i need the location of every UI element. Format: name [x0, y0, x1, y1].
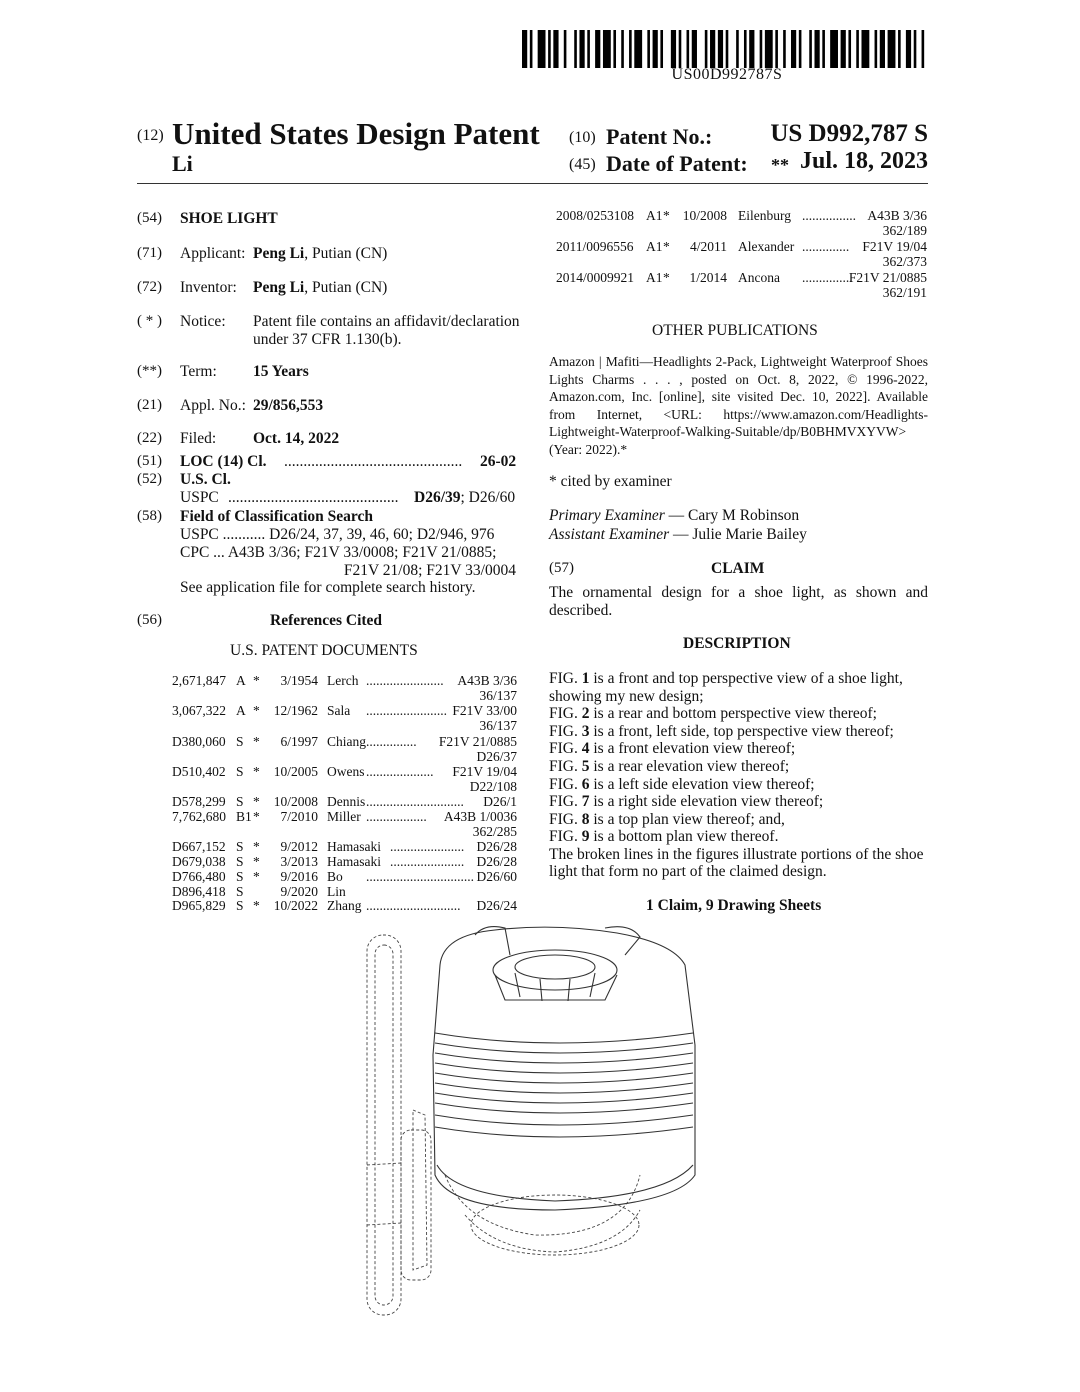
inventor-place: , Putian (CN)	[304, 279, 388, 296]
barcode-bar	[898, 30, 901, 68]
broken-lines-note-1: The broken lines in the figures illustrate portions of the shoe	[549, 846, 924, 863]
field-label: Field of Classification Search	[180, 508, 374, 525]
barcode-bar	[880, 30, 885, 68]
code-57: (57)	[549, 560, 574, 576]
barcode-bar	[603, 30, 611, 68]
notice-line-2: under 37 CFR 1.130(b).	[253, 331, 402, 348]
code-term: (**)	[137, 363, 162, 379]
term-extension-mark: **	[771, 155, 789, 175]
ref-class: F21V 21/0885	[438, 734, 517, 749]
ref-kind: A1	[646, 239, 663, 254]
ref-date: 6/1997	[280, 734, 318, 749]
barcode-bar	[906, 30, 911, 68]
ref-star: *	[663, 270, 670, 285]
ref-name: Chiang	[327, 734, 366, 749]
ref-class: F21V 19/04	[862, 239, 927, 254]
code-56: (56)	[137, 612, 162, 628]
barcode-bar	[765, 30, 773, 68]
figure-description	[549, 776, 815, 794]
claims-sheets-summary: 1 Claim, 9 Drawing Sheets	[646, 897, 822, 914]
figure-description	[549, 723, 894, 741]
figure-description	[549, 688, 704, 706]
ref-dots: .............................	[366, 794, 464, 809]
uscl-uspc: USPC	[180, 489, 219, 506]
barcode-bar	[530, 30, 533, 68]
term-label: Term:	[180, 363, 217, 380]
other-publication-line: Amazon.com, Inc. [online], site visited Dec. 10, 2022]. Available	[549, 389, 928, 404]
ref-class-secondary: 362/191	[882, 285, 927, 300]
barcode-bar	[634, 30, 642, 68]
ref-class: D26/60	[476, 869, 517, 884]
barcode-bar	[710, 30, 715, 68]
barcode-bar	[749, 30, 754, 68]
ref-number: D510,402	[172, 764, 226, 779]
assistant-examiner-label: Assistant Examiner	[549, 526, 670, 543]
ref-dots: ............................	[366, 898, 461, 913]
ref-class: A43B 1/0036	[443, 809, 517, 824]
ref-number: D380,060	[172, 734, 226, 749]
ref-number: D667,152	[172, 839, 226, 854]
cited-by-examiner: * cited by examiner	[549, 473, 672, 490]
ref-name: Eilenburg	[738, 208, 791, 223]
code-notice: ( * )	[137, 313, 162, 329]
ref-star: *	[253, 764, 260, 779]
barcode	[522, 30, 932, 68]
ref-class: D26/28	[476, 854, 517, 869]
appl-label: Appl. No.:	[180, 397, 246, 414]
filed-label: Filed:	[180, 430, 217, 447]
other-publication-line: from Internet, <URL: https://www.amazon.com/Headlights-	[549, 406, 928, 422]
ref-dots: ....................	[366, 764, 434, 779]
barcode-bar	[760, 30, 763, 68]
ref-dots: ........................	[366, 703, 447, 718]
figure-number: 9	[581, 828, 590, 846]
barcode-bar	[579, 30, 584, 68]
field-uspc: USPC ........... D26/24, 37, 39, 46, 60; D2/946, 976	[180, 526, 495, 543]
figure-description	[549, 758, 789, 776]
figure-text: is a left side elevation view thereof;	[589, 775, 815, 793]
figure-number: 8	[581, 810, 590, 828]
barcode-bar	[726, 30, 729, 68]
barcode-bar	[848, 30, 851, 68]
figure-description	[549, 793, 823, 811]
figure-description	[549, 828, 778, 846]
barcode-bar	[687, 30, 690, 68]
barcode-bar	[822, 30, 825, 68]
barcode-bar	[553, 30, 558, 68]
ref-kind: B1	[236, 809, 252, 824]
figure-description	[549, 705, 877, 723]
figure-text: showing my new design;	[549, 687, 704, 705]
applicant-value	[253, 245, 387, 263]
uscl-secondary: ; D26/60	[460, 489, 516, 506]
barcode-bar	[718, 30, 723, 68]
figure-text: FIG.	[549, 740, 582, 758]
patent-date: Jul. 18, 2023	[799, 148, 928, 174]
ref-class-secondary: 362/285	[472, 824, 517, 839]
code-22: (22)	[137, 430, 162, 446]
barcode-bar	[861, 30, 869, 68]
code-71: (71)	[137, 245, 162, 261]
figure-text: FIG.	[549, 810, 582, 828]
other-publication-line: Lights Charms . . . , posted on Oct. 8, 2022, © 1996-2022,	[549, 371, 928, 387]
ref-date: 7/2010	[280, 809, 318, 824]
other-publication-line: Amazon | Mafiti—Headlights 2-Pack, Lightweight Waterproof Shoes	[549, 354, 928, 369]
barcode-bar	[522, 30, 527, 68]
date-label: Date of Patent:	[606, 151, 748, 176]
ref-number: D679,038	[172, 854, 226, 869]
code-58: (58)	[137, 508, 162, 524]
ref-number: 2014/0009921	[556, 270, 635, 285]
invention-title: SHOE LIGHT	[180, 210, 278, 227]
ref-kind: A1	[646, 208, 663, 223]
barcode-number: US00D992787S	[671, 66, 783, 83]
ref-number: 7,762,680	[172, 809, 226, 824]
other-publication-line: (Year: 2022).*	[549, 441, 628, 457]
barcode-bar	[888, 30, 896, 68]
ref-name: Lin	[327, 884, 346, 899]
applicant-label: Applicant:	[180, 245, 246, 262]
code-10: (10)	[569, 129, 596, 146]
figure-text: is a rear elevation view thereof;	[589, 758, 790, 775]
barcode-bar	[660, 30, 663, 68]
figure-text: is a front and top perspective view of a shoe light,	[589, 670, 903, 687]
ref-class: D26/24	[476, 898, 517, 913]
ref-class-secondary: 36/137	[479, 688, 517, 703]
barcode-bar	[679, 30, 682, 68]
notice-label: Notice:	[180, 313, 226, 330]
figure-number: 3	[581, 722, 590, 740]
ref-number: D766,480	[172, 869, 226, 884]
figure-text: is a top plan view thereof; and,	[589, 810, 785, 828]
ref-dots: ......................	[390, 839, 465, 854]
applicant-place: , Putian (CN)	[304, 245, 388, 262]
primary-examiner-label: Primary Examiner	[549, 507, 665, 524]
applicant-name: Peng Li	[253, 245, 305, 262]
figure-text: FIG.	[549, 705, 582, 723]
figure-text: is a front elevation view thereof;	[589, 740, 796, 758]
ref-kind: A	[236, 673, 246, 688]
barcode-bar	[587, 30, 590, 68]
ref-class-secondary: 362/373	[882, 254, 927, 269]
ref-dots: ..............	[802, 239, 850, 254]
ref-kind: A	[236, 703, 246, 718]
us-patent-docs-heading: U.S. PATENT DOCUMENTS	[230, 642, 418, 659]
ref-star: *	[253, 673, 260, 688]
figure-text: FIG.	[549, 828, 582, 846]
figure-text: FIG.	[549, 793, 582, 811]
barcode-bar	[692, 30, 697, 68]
ref-date: 10/2008	[273, 794, 318, 809]
figure-number: 7	[581, 793, 590, 811]
ref-date: 9/2020	[280, 884, 318, 899]
barcode-bar	[621, 30, 624, 68]
ref-date: 10/2005	[273, 764, 318, 779]
uscl-primary: D26/39	[414, 489, 461, 506]
ref-number: 2,671,847	[172, 673, 226, 688]
ref-kind: S	[236, 884, 244, 899]
ref-star: *	[253, 809, 260, 824]
code-72: (72)	[137, 279, 162, 295]
uscl-dots: ............................................	[228, 489, 399, 506]
ref-class: A43B 3/36	[867, 208, 927, 223]
ref-number: D578,299	[172, 794, 226, 809]
code-21: (21)	[137, 397, 162, 413]
ref-kind: A1	[646, 270, 663, 285]
barcode-bar	[744, 30, 747, 68]
primary-examiner	[549, 507, 799, 525]
barcode-bar	[841, 30, 846, 68]
refs-heading: References Cited	[270, 612, 383, 629]
inventor-name: Peng Li	[253, 279, 305, 296]
ref-star: *	[253, 898, 260, 913]
barcode-bar	[647, 30, 650, 68]
description-heading: DESCRIPTION	[683, 635, 791, 652]
ref-star: *	[253, 734, 260, 749]
ref-star: *	[253, 703, 260, 718]
ref-dots: ................................	[366, 869, 474, 884]
barcode-bar	[564, 30, 567, 68]
ref-kind: S	[236, 839, 244, 854]
ref-dots: ...............	[366, 734, 417, 749]
other-publications-heading: OTHER PUBLICATIONS	[652, 322, 818, 339]
figure-number: 4	[581, 740, 590, 758]
figure-description	[549, 740, 795, 758]
ref-date: 10/2008	[682, 208, 727, 223]
barcode-bar	[875, 30, 878, 68]
claim-line-1: The ornamental design for a shoe light, as shown and	[549, 584, 928, 601]
ref-star: *	[663, 239, 670, 254]
barcode-bar	[671, 30, 676, 68]
barcode-bar	[809, 30, 812, 68]
ref-kind: S	[236, 794, 244, 809]
ref-name: Hamasaki	[327, 839, 381, 854]
appl-number: 29/856,553	[253, 397, 324, 414]
field-cpc-2: F21V 21/08; F21V 33/0004	[343, 562, 516, 579]
ref-dots: ................	[802, 208, 856, 223]
ref-name: Alexander	[738, 239, 795, 254]
barcode-bar	[783, 30, 786, 68]
barcode-bar	[705, 30, 708, 68]
notice-line-1: Patent file contains an affidavit/declaration	[253, 313, 520, 330]
ref-star: *	[663, 208, 670, 223]
barcode-bar	[574, 30, 577, 68]
ref-dots: ......................	[390, 854, 465, 869]
figure-text: is a front, left side, top perspective view thereof;	[589, 722, 894, 740]
ref-star: *	[253, 854, 260, 869]
figure-description	[549, 670, 903, 688]
ref-star: *	[253, 794, 260, 809]
patent-number: US D992,787 S	[770, 120, 928, 147]
inventor-value	[253, 279, 387, 297]
ref-kind: S	[236, 854, 244, 869]
ref-class-secondary: D26/37	[476, 749, 517, 764]
uscl-values	[414, 489, 515, 507]
code-54: (54)	[137, 210, 162, 226]
ref-dots: ...............	[802, 270, 853, 285]
barcode-bar	[814, 30, 819, 68]
code-51: (51)	[137, 453, 162, 469]
ref-dots: ..................	[366, 809, 427, 824]
barcode-bar	[775, 30, 778, 68]
assistant-examiner-name: — Julie Marie Bailey	[673, 526, 807, 543]
filed-date: Oct. 14, 2022	[253, 430, 340, 447]
header-rule	[137, 183, 928, 184]
code-45: (45)	[569, 156, 596, 173]
ref-class-secondary: 362/189	[882, 223, 927, 238]
barcode-bar	[548, 30, 551, 68]
uscl-label: U.S. Cl.	[180, 471, 231, 488]
ref-number: 2008/0253108	[556, 208, 635, 223]
barcode-bar	[653, 30, 658, 68]
barcode-bar	[830, 30, 838, 68]
barcode-bar	[791, 30, 796, 68]
code-12: (12)	[137, 127, 164, 144]
claim-heading: CLAIM	[711, 560, 765, 577]
ref-class: A43B 3/36	[457, 673, 517, 688]
figure-text: FIG.	[549, 758, 582, 775]
ref-name: Ancona	[738, 270, 780, 285]
loc-dots: ..............................................	[284, 453, 463, 470]
barcode-bar	[922, 30, 925, 68]
ref-class: F21V 21/0885	[848, 270, 927, 285]
loc-value: 26-02	[480, 453, 517, 470]
field-cpc: CPC ... A43B 3/36; F21V 33/0008; F21V 21/0885;	[180, 544, 497, 561]
ref-class: D26/1	[483, 794, 517, 809]
primary-examiner-name: — Cary M Robinson	[668, 507, 800, 524]
broken-lines-note-2: light that form no part of the claimed design.	[549, 863, 827, 880]
barcode-bar	[736, 30, 739, 68]
ref-name: Owens	[327, 764, 365, 779]
ref-name: Dennis	[327, 794, 366, 809]
ref-number: 2011/0096556	[556, 239, 634, 254]
ref-name: Bo	[327, 869, 343, 884]
ref-star: *	[253, 839, 260, 854]
figure-text: FIG.	[549, 722, 582, 740]
code-52: (52)	[137, 471, 162, 487]
ref-date: 10/2022	[273, 898, 318, 913]
figure-number: 2	[581, 705, 590, 723]
field-note: See application file for complete search history.	[180, 579, 476, 596]
ref-date: 3/2013	[280, 854, 318, 869]
shoe-light-drawing	[355, 925, 715, 1380]
ref-number: D896,418	[172, 884, 226, 899]
ref-kind: S	[236, 764, 244, 779]
ref-name: Zhang	[327, 898, 362, 913]
figure-number: 5	[581, 758, 590, 775]
ref-class: F21V 19/04	[452, 764, 517, 779]
loc-label: LOC (14) Cl.	[180, 453, 267, 470]
ref-number: D965,829	[172, 898, 226, 913]
patent-no-label: Patent No.:	[606, 124, 713, 149]
ref-kind: S	[236, 869, 244, 884]
barcode-bar	[595, 30, 600, 68]
assistant-examiner	[549, 526, 807, 544]
term-value: 15 Years	[253, 363, 309, 380]
ref-date: 9/2012	[280, 839, 318, 854]
ref-kind: S	[236, 898, 244, 913]
barcode-bar	[538, 30, 546, 68]
figure-text: FIG.	[549, 775, 582, 793]
ref-class-secondary: D22/108	[469, 779, 517, 794]
ref-date: 3/1954	[280, 673, 318, 688]
barcode-bar	[613, 30, 616, 68]
ref-number: 3,067,322	[172, 703, 226, 718]
ref-date: 12/1962	[273, 703, 318, 718]
inventor-label: Inventor:	[180, 279, 237, 296]
ref-class-secondary: 36/137	[479, 718, 517, 733]
barcode-bar	[799, 30, 802, 68]
ref-name: Miller	[327, 809, 361, 824]
ref-name: Lerch	[327, 673, 359, 688]
ref-star: *	[253, 869, 260, 884]
figure-text: is a rear and bottom perspective view thereof;	[589, 705, 877, 723]
ref-name: Hamasaki	[327, 854, 381, 869]
barcode-bar	[856, 30, 859, 68]
ref-class: D26/28	[476, 839, 517, 854]
barcode-bar	[629, 30, 632, 68]
doc-type-title: United States Design Patent	[172, 116, 540, 151]
figure-text: FIG.	[549, 670, 582, 687]
figure-number: 1	[581, 670, 590, 687]
ref-date: 1/2014	[689, 270, 727, 285]
claim-line-2: described.	[549, 602, 613, 619]
ref-date: 9/2016	[280, 869, 318, 884]
ref-name: Sala	[327, 703, 351, 718]
inventor-short: Li	[172, 151, 193, 176]
barcode-bar	[914, 30, 917, 68]
figure-text: is a right side elevation view thereof;	[589, 793, 824, 811]
ref-date: 4/2011	[690, 239, 727, 254]
other-publication-line: Lightweight-Waterproof-Walking-Suitable/dp/B0BHMVXYVW>	[549, 424, 907, 439]
figure-description	[549, 811, 785, 829]
ref-dots: .......................	[366, 673, 444, 688]
ref-class: F21V 33/00	[452, 703, 517, 718]
figure-number: 6	[581, 775, 590, 793]
figure-text: is a bottom plan view thereof.	[589, 828, 779, 846]
ref-kind: S	[236, 734, 244, 749]
